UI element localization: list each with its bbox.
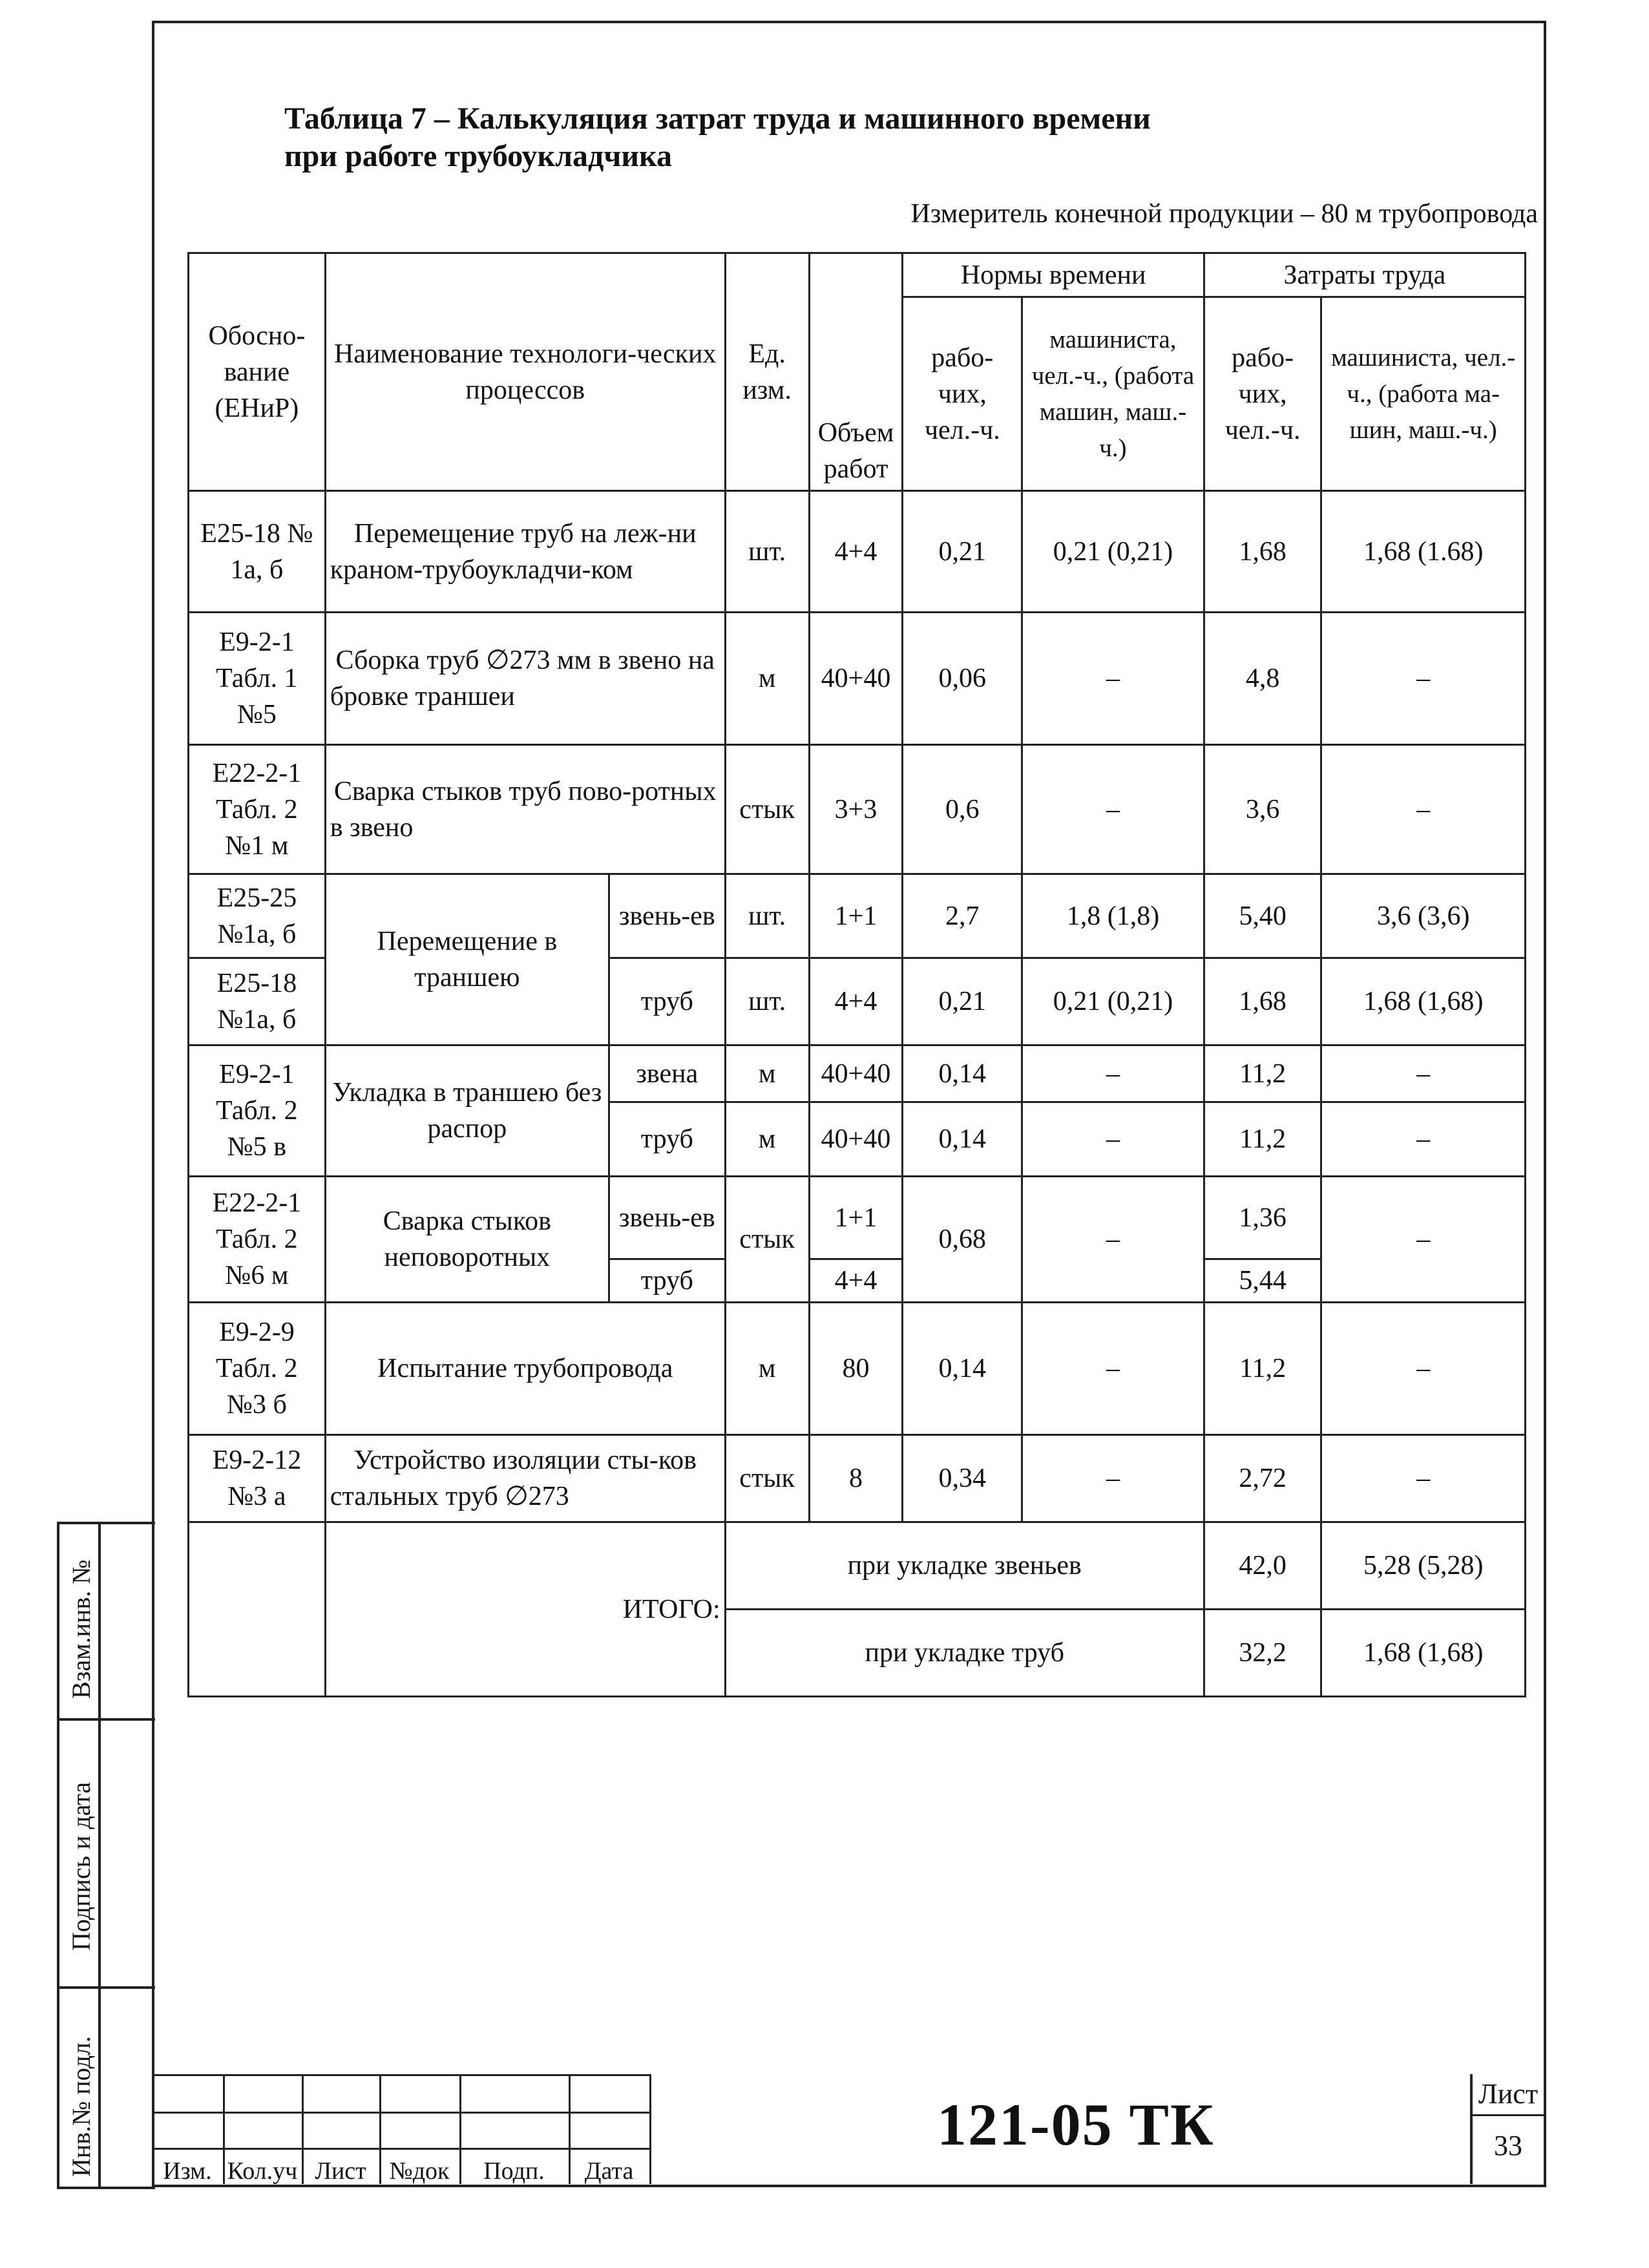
cost-machinist-cell: – [1321,1177,1526,1303]
header-norm-machinist: машиниста, чел.-ч., (работа машин, маш.-ч.) [1022,297,1204,491]
total-links-machinist: 5,28 (5,28) [1321,1522,1526,1610]
cost-workers-cell: 11,2 [1204,1102,1321,1177]
unit-cell: стык [725,1435,809,1522]
basis-cell: Е22-2-1 Табл. 2 №1 м [189,745,326,874]
sheet-label: Лист [1478,2078,1539,2110]
side-line [59,1718,155,1721]
table-title [284,100,1151,175]
basis-cell: Е9-2-1 Табл. 2 №5 в [189,1045,326,1177]
cost-workers-cell: 11,2 [1204,1045,1321,1102]
unit-cell: стык [725,745,809,874]
cost-machinist-cell: 1,68 (1,68) [1321,958,1526,1045]
cost-workers-cell: 2,72 [1204,1435,1321,1522]
data-label: Дата [584,2158,634,2185]
cost-workers-cell: 1,68 [1204,958,1321,1045]
volume-cell: 1+1 [809,874,903,958]
table-row [189,745,1526,874]
podp-label: Подп. [483,2158,545,2185]
total-pipes-workers: 32,2 [1204,1610,1321,1697]
cost-machinist-cell: – [1321,1102,1526,1177]
table-row [189,1177,1526,1259]
grid-line [152,2148,649,2150]
sheet-box [1470,2074,1544,2184]
norm-machinist-cell: – [1022,1303,1204,1435]
revision-grid [152,2074,649,2184]
total-empty-cell [189,1522,326,1697]
volume-cell: 4+4 [809,958,903,1045]
grid-line [152,2074,649,2076]
norm-workers-cell: 0,06 [903,613,1022,745]
total-row [189,1522,1526,1610]
volume-cell: 40+40 [809,613,903,745]
unit-cell: м [725,1102,809,1177]
kol-label: Кол.уч [227,2158,298,2185]
calculation-table [187,252,1526,1697]
name-cell: Укладка в траншею без распор [325,1045,609,1177]
cost-machinist-cell: – [1321,1303,1526,1435]
side-sign-label: Подпись и дата [67,1781,96,1951]
unit-cell: м [725,1045,809,1102]
header-name: Наименование технологи-ческих процессов [325,253,725,491]
volume-cell: 4+4 [809,491,903,613]
list-label: Лист [315,2158,366,2185]
cost-workers-cell: 1,36 [1204,1177,1321,1259]
header-cost-machinist: машиниста, чел.-ч., (работа ма-шин, маш.-ч.) [1321,297,1526,491]
norm-workers-cell: 0,21 [903,958,1022,1045]
volume-cell: 3+3 [809,745,903,874]
norm-workers-cell: 2,7 [903,874,1022,958]
title-line-2: при работе трубоукладчика [284,139,672,173]
norm-machinist-cell: – [1022,745,1204,874]
basis-cell: Е25-18 №1а, б [189,958,326,1045]
volume-cell: 40+40 [809,1045,903,1102]
header-norm-workers: рабо-чих, чел.-ч. [903,297,1022,491]
norm-machinist-cell: 1,8 (1,8) [1022,874,1204,958]
norm-workers-cell: 0,34 [903,1435,1022,1522]
norm-machinist-cell: – [1022,1177,1204,1303]
name-cell: Устройство изоляции сты-ков стальных труб ∅273 [325,1435,725,1522]
cost-workers-cell: 3,6 [1204,745,1321,874]
table-row [189,1045,1526,1102]
total-links-workers: 42,0 [1204,1522,1321,1610]
norm-machinist-cell: 0,21 (0,21) [1022,491,1204,613]
table-row [189,613,1526,745]
grid-line [649,2074,651,2184]
name-cell: Сварка стыков неповоротных [325,1177,609,1303]
total-pipes-machinist: 1,68 (1,68) [1321,1610,1526,1697]
cost-workers-cell: 5,40 [1204,874,1321,958]
norm-workers-cell: 0,21 [903,491,1022,613]
cost-workers-cell: 4,8 [1204,613,1321,745]
grid-line [152,2112,649,2114]
sheet-number: 33 [1494,2130,1522,2161]
sheet-box-divider [1473,2114,1544,2116]
norm-machinist-cell: – [1022,1102,1204,1177]
norm-machinist-cell: – [1022,1435,1204,1522]
sub-cell: звень-ев [609,874,725,958]
norm-workers-cell: 0,6 [903,745,1022,874]
document-number: 121-05 ТК [937,2092,1215,2158]
unit-cell: стык [725,1177,809,1303]
header-unit: Ед. изм. [725,253,809,491]
table-row [189,1303,1526,1435]
name-cell: Сборка труб ∅273 мм в звено на бровке траншеи [325,613,725,745]
volume-cell: 4+4 [809,1259,903,1303]
title-block [152,2074,1541,2184]
table-row [189,491,1526,613]
norm-workers-cell: 0,14 [903,1045,1022,1102]
total-label: ИТОГО: [325,1522,725,1697]
cost-machinist-cell: 3,6 (3,6) [1321,874,1526,958]
unit-cell: шт. [725,874,809,958]
norm-machinist-cell: – [1022,613,1204,745]
basis-cell: Е9-2-1 Табл. 1 №5 [189,613,326,745]
cost-workers-cell: 5,44 [1204,1259,1321,1303]
table-row [189,1435,1526,1522]
basis-cell: Е9-2-12 №3 а [189,1435,326,1522]
cost-machinist-cell: – [1321,613,1526,745]
side-zam-label: Взам.инв. № [67,1559,96,1699]
cost-machinist-cell: – [1321,1045,1526,1102]
sub-cell: звена [609,1045,725,1102]
side-line [59,1986,155,1989]
unit-cell: м [725,613,809,745]
measure-note: Измеритель конечной продукции – 80 м трубопровода [910,199,1538,229]
basis-cell: Е25-25 №1а, б [189,874,326,958]
cost-workers-cell: 1,68 [1204,491,1321,613]
table-row [189,874,1526,958]
header-volume: Объем работ [809,253,903,491]
volume-cell: 80 [809,1303,903,1435]
sub-cell: труб [609,958,725,1045]
ndok-label: №док [389,2158,450,2185]
basis-cell: Е9-2-9 Табл. 2 №3 б [189,1303,326,1435]
volume-cell: 1+1 [809,1177,903,1259]
volume-cell: 8 [809,1435,903,1522]
norm-workers-cell: 0,14 [903,1102,1022,1177]
sub-cell: труб [609,1259,725,1303]
unit-cell: шт. [725,958,809,1045]
side-divider [98,1524,101,2187]
izm-label: Изм. [163,2158,212,2185]
name-cell: Перемещение в траншею [325,874,609,1045]
sub-cell: труб [609,1102,725,1177]
cost-machinist-cell: 1,68 (1.68) [1321,491,1526,613]
header-norms: Нормы времени [903,253,1204,297]
sub-cell: звень-ев [609,1177,725,1259]
total-links-label: при укладке звеньев [725,1522,1204,1610]
total-pipes-label: при укладке труб [725,1610,1204,1697]
volume-cell: 40+40 [809,1102,903,1177]
name-cell: Сварка стыков труб пово-ротных в звено [325,745,725,874]
unit-cell: м [725,1303,809,1435]
unit-cell: шт. [725,491,809,613]
norm-workers-cell: 0,68 [903,1177,1022,1303]
norm-workers-cell: 0,14 [903,1303,1022,1435]
side-stamp [57,1522,155,2189]
name-cell: Перемещение труб на леж-ни краном-трубоукладчи-ком [325,491,725,613]
basis-cell: Е25-18 № 1а, б [189,491,326,613]
title-line-1: Таблица 7 – Калькуляция затрат труда и машинного времени [284,101,1151,136]
norm-machinist-cell: – [1022,1045,1204,1102]
basis-cell: Е22-2-1 Табл. 2 №6 м [189,1177,326,1303]
header-cost-workers: рабо-чих, чел.-ч. [1204,297,1321,491]
cost-machinist-cell: – [1321,1435,1526,1522]
side-inv-label: Инв.№ подл. [67,2036,96,2177]
cost-machinist-cell: – [1321,745,1526,874]
cost-workers-cell: 11,2 [1204,1303,1321,1435]
name-cell: Испытание трубопровода [325,1303,725,1435]
header-costs: Затраты труда [1204,253,1525,297]
norm-machinist-cell: 0,21 (0,21) [1022,958,1204,1045]
header-basis: Обосно-вание (ЕНиР) [189,253,326,491]
